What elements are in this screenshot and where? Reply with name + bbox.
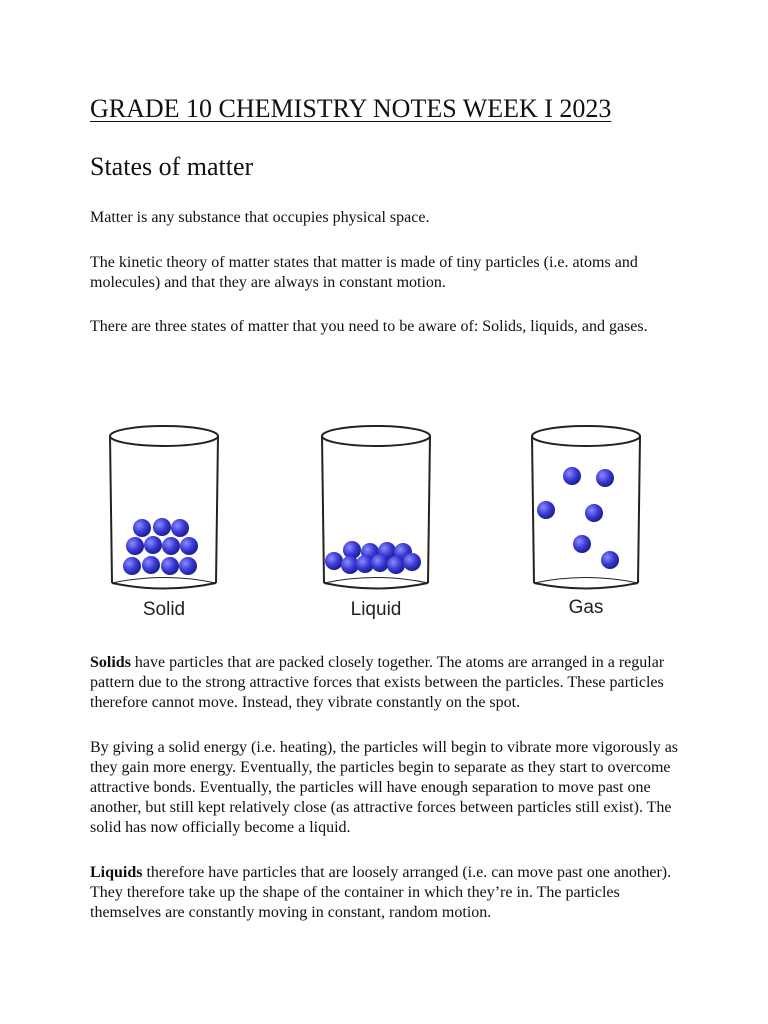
solid-particle: [171, 519, 189, 537]
gas-beaker: [532, 426, 640, 589]
states-of-matter-figure: [100, 420, 660, 630]
solid-particle: [123, 557, 141, 575]
document-title: GRADE 10 CHEMISTRY NOTES WEEK I 2023: [90, 94, 612, 123]
paragraph-matter-definition: Matter is any substance that occupies physical space.: [90, 209, 430, 226]
liquid-particle: [325, 552, 343, 570]
gas-label: Gas: [568, 597, 604, 618]
liquids-description: therefore have particles that are loosely arranged (i.e. can move past one another). They therefore take up the shape of the container in which they’re in. The particles themselves are constantly moving in constant, random motion.: [90, 864, 672, 921]
paragraph-solids: [90, 653, 690, 713]
liquid-label: Liquid: [350, 599, 402, 620]
solids-term: Solids: [90, 654, 131, 671]
liquid-particle: [387, 556, 405, 574]
solid-beaker: [110, 426, 218, 589]
solid-label: Solid: [142, 599, 186, 620]
section-heading: States of matter: [90, 152, 254, 181]
paragraph-liquids: [90, 863, 690, 923]
solid-particle: [144, 536, 162, 554]
solid-particle: [162, 537, 180, 555]
liquids-term: Liquids: [90, 864, 143, 881]
gas-particle: [596, 469, 614, 487]
solid-particle: [179, 557, 197, 575]
paragraph-kinetic-theory: The kinetic theory of matter states that matter is made of tiny particles (i.e. atoms and molecules) and that they are always in constant motion.: [90, 254, 638, 291]
paragraph-melting: By giving a solid energy (i.e. heating), the particles will begin to vibrate more vigorously as they gain more energy. Eventually, the particles begin to separate as they start to overcome attractive bonds. Eventually, the particles will have enough separation to move past one another, but still kept relatively close (as attractive forces between particles still exist). The solid has now officially become a liquid.: [90, 739, 679, 836]
solid-particle: [180, 537, 198, 555]
solid-particle: [142, 556, 160, 574]
gas-particle: [573, 535, 591, 553]
gas-particle: [537, 501, 555, 519]
paragraph-three-states: There are three states of matter that you need to be aware of: Solids, liquids, and gases.: [90, 318, 648, 335]
solid-particle: [153, 518, 171, 536]
gas-particle: [585, 504, 603, 522]
solid-particle: [133, 519, 151, 537]
liquid-particle: [371, 554, 389, 572]
solid-particle: [126, 537, 144, 555]
solids-description: have particles that are packed closely together. The atoms are arranged in a regular pattern due to the strong attractive forces that exists between the particles. These particles therefore cannot move. Instead, they vibrate constantly on the spot.: [90, 654, 665, 711]
liquid-beaker: [322, 426, 430, 589]
solid-particle: [161, 557, 179, 575]
liquid-particle: [403, 553, 421, 571]
states-diagram: [100, 420, 660, 630]
gas-particle: [563, 467, 581, 485]
gas-particle: [601, 551, 619, 569]
